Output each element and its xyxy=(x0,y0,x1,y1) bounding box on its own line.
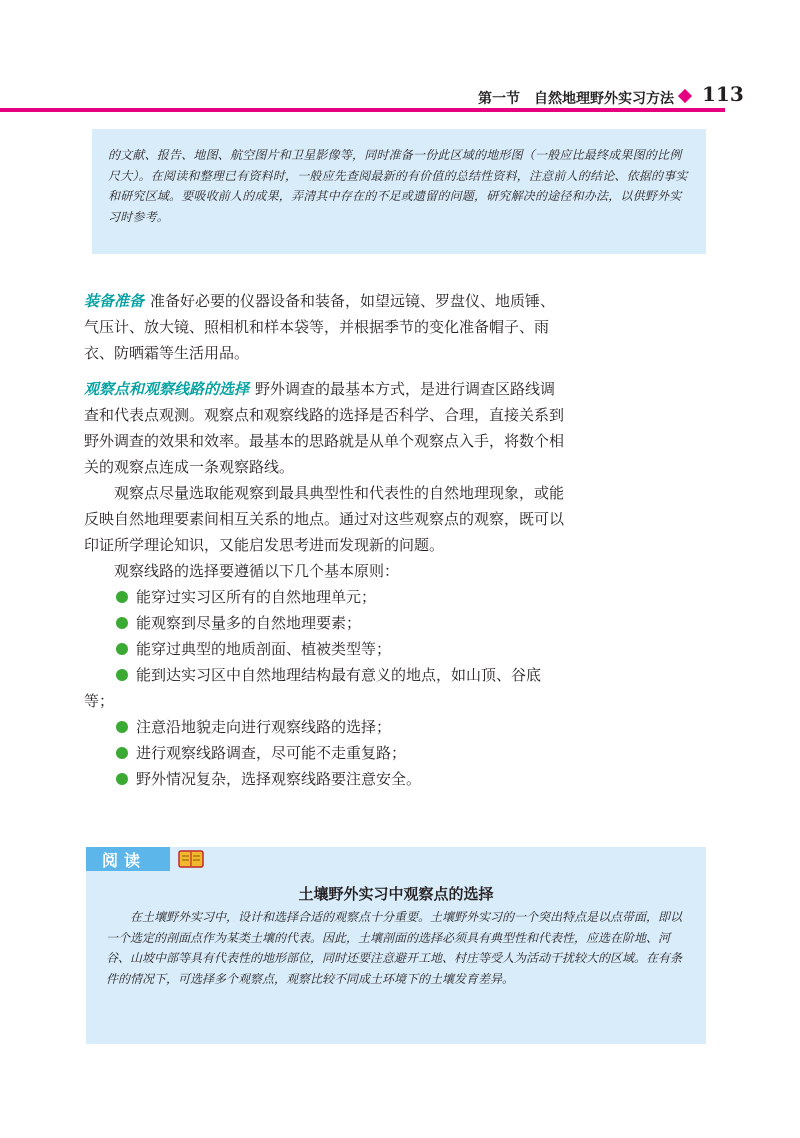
reading-body: 在土壤野外实习中，设计和选择合适的观察点十分重要。土壤野外实习的一个突出特点是以点带面，即以一个选定的剖面点作为某类土壤的代表。因此，土壤剖面的选择必须具有典型性和代表性，应选在阶地、河谷、山坡中部等具有代表性的地形部位，同时还要注意避开工地、村庄等受人为活动干扰较大的区域。在有条件的情况下，可选择多个观察点，观察比较不同成土环境下的土壤发育差异。 xyxy=(106,910,683,986)
note-text: 的文献、报告、地图、航空图片和卫星影像等，同时准备一份此区域的地形图（一般应比最终成果图的比例尺大）。在阅读和整理已有资料时，一般应先查阅最新的有价值的总结性资料，注意前人的结论、依据的事实和研究区域。要吸收前人的成果，弄清其中存在的不足或遗留的问题，研究解决的途径和办法，以供野外实习时参考。 xyxy=(108,148,688,224)
list-item: 注意沿地貌走向进行观察线路的选择； xyxy=(84,714,564,740)
reading-box xyxy=(86,847,706,1044)
equipment-heading: 装备准备 xyxy=(84,292,145,310)
chapter-section-title: 第一节 自然地理野外实习方法 xyxy=(478,91,674,107)
equipment-text: 准备好必要的仪器设备和装备，如望远镜、罗盘仪、地质锤、气压计、放大镜、照相机和样本袋等，并根据季节的变化准备帽子、雨衣、防晒霜等生活用品。 xyxy=(84,292,556,362)
reading-label: 阅读 xyxy=(102,851,147,870)
bullet-icon xyxy=(116,747,128,759)
bullet-icon xyxy=(116,617,128,629)
principles-list xyxy=(84,584,564,792)
observation-text: 野外调查的最基本方式，是进行调查区路线调查和代表点观测。观察点和观察线路的选择是否科学、合理，直接关系到野外调查的效果和效率。最基本的思路就是从单个观察点入手，将数个相关的观察点连成一条观察路线。 xyxy=(84,380,565,476)
list-item: 能穿过实习区所有的自然地理单元； xyxy=(84,584,564,610)
observation-paragraph-2: 观察点尽量选取能观察到最具典型性和代表性的自然地理现象，或能反映自然地理要素间相互关系的地点。通过对这些观察点的观察，既可以印证所学理论知识，又能启发思考进而发现新的问题。 xyxy=(84,484,565,554)
bullet-icon xyxy=(116,669,128,681)
list-item: 进行观察线路调查，尽可能不走重复路； xyxy=(84,740,564,766)
bullet-icon xyxy=(116,591,128,603)
reading-tab xyxy=(86,847,170,871)
book-icon xyxy=(178,849,204,869)
main-content xyxy=(84,288,564,792)
observation-heading: 观察点和观察线路的选择 xyxy=(84,380,250,398)
list-item: 野外情况复杂，选择观察线路要注意安全。 xyxy=(84,766,564,792)
reading-title: 土壤野外实习中观察点的选择 xyxy=(298,885,494,903)
note-box xyxy=(92,129,706,254)
diamond-icon xyxy=(678,89,692,103)
list-item: 能穿过典型的地质剖面、植被类型等； xyxy=(84,636,564,662)
equipment-paragraph xyxy=(84,288,564,366)
list-item: 能观察到尽量多的自然地理要素； xyxy=(84,610,564,636)
bullet-icon xyxy=(116,721,128,733)
page-header xyxy=(0,78,800,114)
header-rule xyxy=(0,108,725,112)
observation-paragraph xyxy=(84,376,564,480)
principles-intro: 观察线路的选择要遵循以下几个基本原则： xyxy=(114,562,400,580)
list-item: 能到达实习区中自然地理结构最有意义的地点，如山顶、谷底等； xyxy=(84,666,542,710)
bullet-icon xyxy=(116,773,128,785)
bullet-icon xyxy=(116,643,128,655)
page-number: 113 xyxy=(702,82,744,106)
